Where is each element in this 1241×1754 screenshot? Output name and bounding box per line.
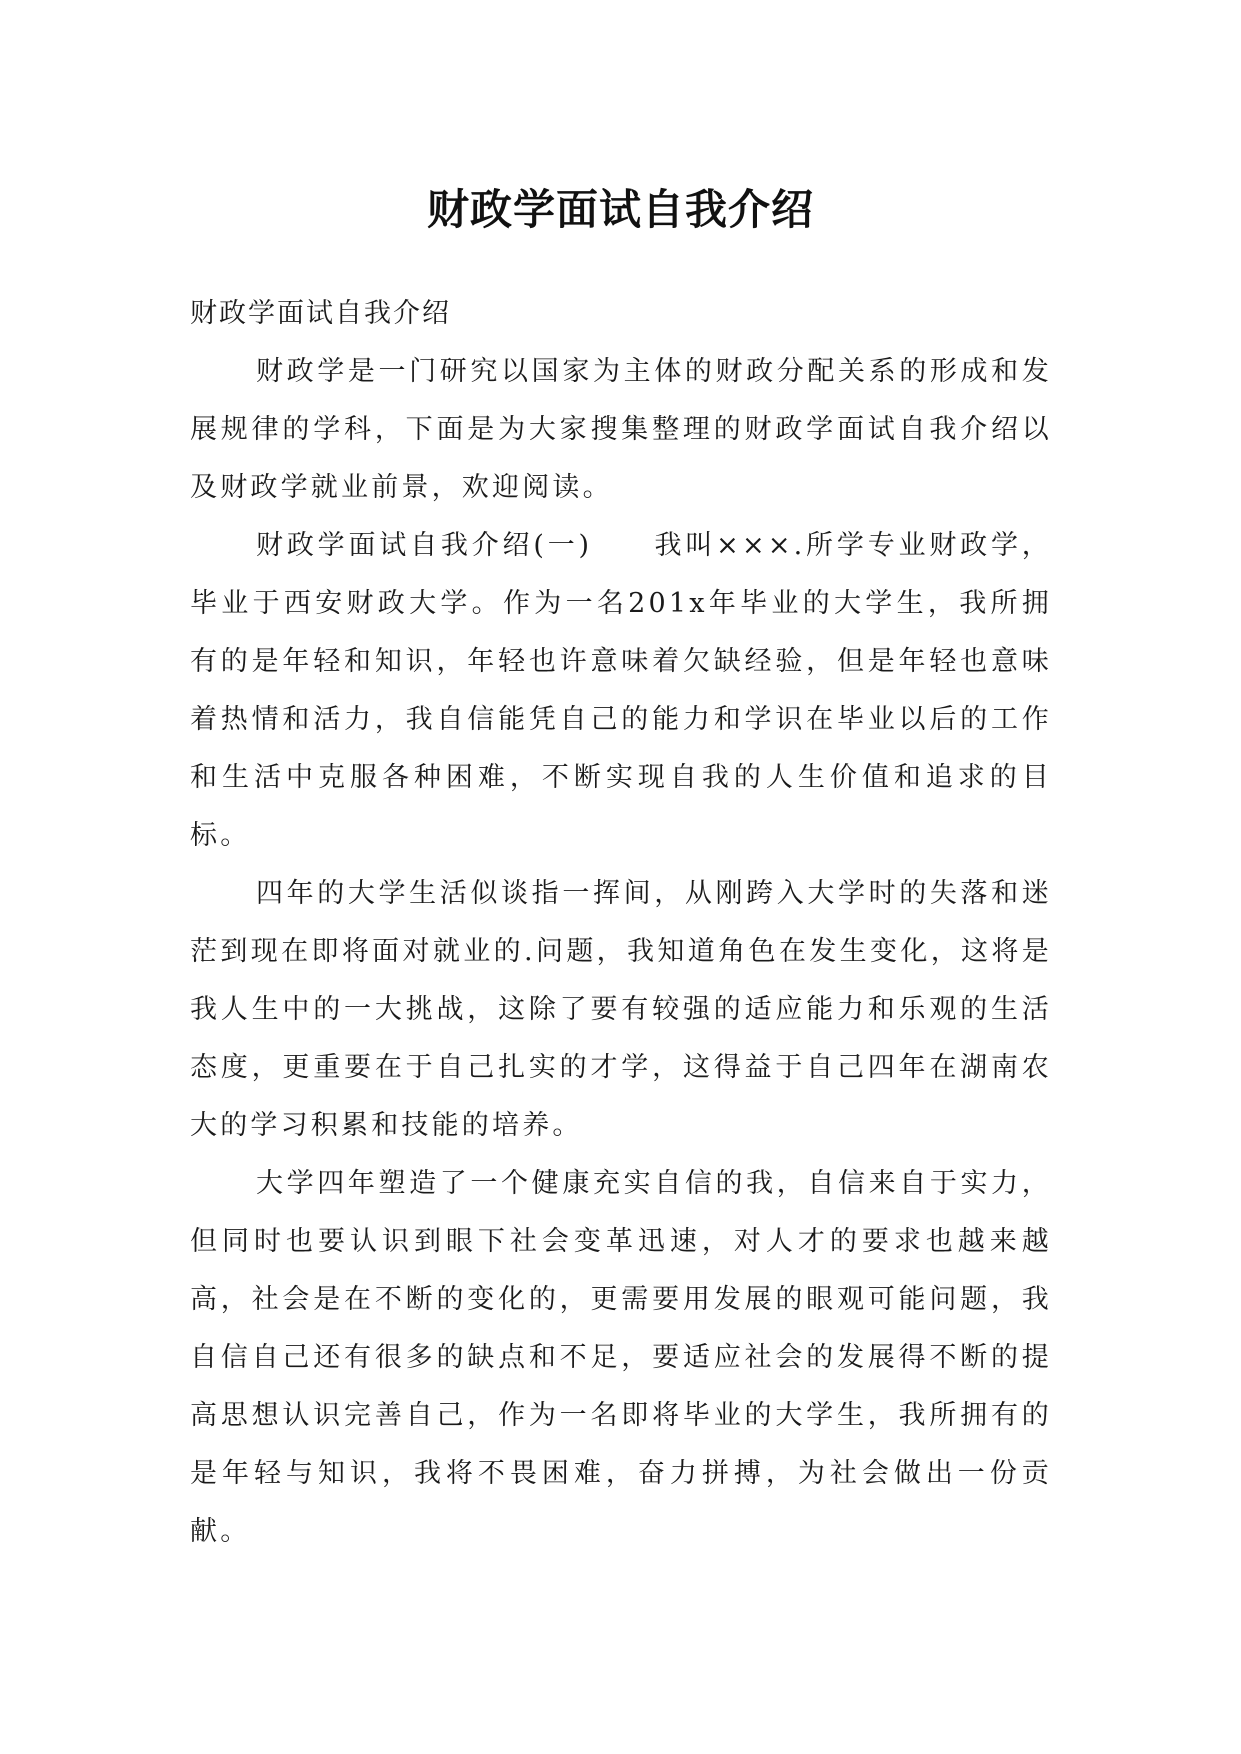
paragraph-university-life: 四年的大学生活似谈指一挥间，从刚跨入大学时的失落和迷茫到现在即将面对就业的.问题，我知道角色在发生变化，这将是我人生中的一大挑战，这除了要有较强的适应能力和乐观的生活态度，更重要在于自己扎实的才学，这得益于自己四年在湖南农大的学习积累和技能的培养。: [190, 878, 1052, 1141]
document-title: 财政学面试自我介绍: [426, 185, 814, 235]
document-body: [190, 285, 1052, 1561]
paragraph-self-intro: 财政学面试自我介绍(一) 我叫×××.所学专业财政学，毕业于西安财政大学。作为一名201x年毕业的大学生，我所拥有的是年轻和知识，年轻也许意味着欠缺经验，但是年轻也意味着热情和活力，我自信能凭自己的能力和学识在毕业以后的工作和生活中克服各种困难，不断实现自我的人生价值和追求的目标。: [190, 530, 1052, 851]
document-subtitle: 财政学面试自我介绍: [190, 298, 451, 329]
paragraph-intro: 财政学是一门研究以国家为主体的财政分配关系的形成和发展规律的学科，下面是为大家搜集整理的财政学面试自我介绍以及财政学就业前景，欢迎阅读。: [190, 356, 1052, 503]
paragraph-confidence: 大学四年塑造了一个健康充实自信的我，自信来自于实力，但同时也要认识到眼下社会变革迅速，对人才的要求也越来越高，社会是在不断的变化的，更需要用发展的眼观可能问题，我自信自己还有很多的缺点和不足，要适应社会的发展得不断的提高思想认识完善自己，作为一名即将毕业的大学生，我所拥有的是年轻与知识，我将不畏困难，奋力拼搏，为社会做出一份贡献。: [190, 1168, 1052, 1547]
